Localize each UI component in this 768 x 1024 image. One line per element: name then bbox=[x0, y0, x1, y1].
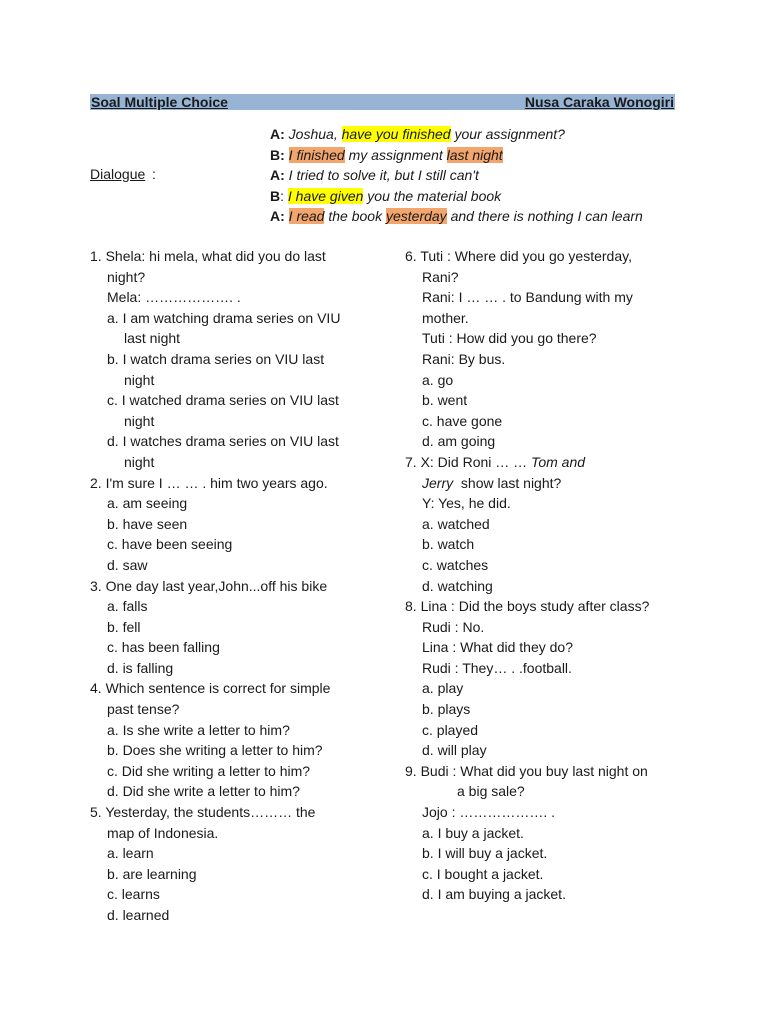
answer-option: c. learns bbox=[107, 886, 160, 903]
highlight: yesterday bbox=[385, 208, 447, 225]
answer-option: c. Did she writing a letter to him? bbox=[107, 762, 311, 779]
question-text: Rani: I … … . to Bandung with my bbox=[422, 289, 633, 306]
question-text: Y: Yes, he did. bbox=[422, 495, 511, 512]
speaker: B: bbox=[270, 146, 285, 163]
question-text: map of Indonesia. bbox=[107, 824, 219, 841]
answer-option: a. go bbox=[422, 371, 454, 388]
question-text: Tuti : How did you go there? bbox=[422, 330, 597, 347]
answer-option: a. Is she write a letter to him? bbox=[107, 721, 290, 738]
answer-option: a. am seeing bbox=[107, 495, 188, 512]
question-4: 4. Which sentence is correct for simple bbox=[90, 680, 331, 697]
highlight: have you finished bbox=[341, 126, 451, 142]
answer-option: b. I will buy a jacket. bbox=[422, 845, 548, 862]
questions-right-column bbox=[405, 246, 705, 905]
document-title: Soal Multiple Choice bbox=[91, 94, 228, 110]
question-2: 2. I'm sure I … … . him two years ago. bbox=[90, 474, 328, 491]
speaker: B bbox=[270, 187, 281, 204]
answer-option: c. watches bbox=[422, 556, 489, 573]
header-bar bbox=[90, 94, 675, 110]
question-text: a big sale? bbox=[457, 783, 525, 800]
answer-option: b. fell bbox=[107, 618, 141, 635]
speaker: A: bbox=[270, 126, 285, 142]
question-3: 3. One day last year,John...off his bike bbox=[90, 577, 328, 594]
question-5: 5. Yesterday, the students……… the bbox=[90, 804, 316, 821]
question-7: 7. X: Did Roni … … Tom and bbox=[405, 453, 586, 470]
highlight: I have given bbox=[287, 187, 364, 204]
speaker: A: bbox=[270, 167, 285, 184]
answer-option: a. falls bbox=[107, 598, 148, 615]
question-text: Rani? bbox=[422, 268, 459, 285]
dialogue-line: B: I have given you the material book bbox=[270, 187, 502, 204]
question-text: past tense? bbox=[107, 701, 180, 718]
answer-option: c. played bbox=[422, 721, 479, 738]
question-text: Rani: By bus. bbox=[422, 350, 506, 367]
question-text: Rudi : No. bbox=[422, 618, 485, 635]
answer-option-cont: night bbox=[124, 371, 155, 388]
answer-option: d. will play bbox=[422, 742, 487, 759]
answer-option-cont: last night bbox=[124, 330, 181, 347]
question-6: 6. Tuti : Where did you go yesterday, bbox=[405, 248, 632, 264]
answer-option: d. am going bbox=[422, 433, 496, 450]
answer-option: a. I buy a jacket. bbox=[422, 824, 524, 841]
answer-option-cont: night bbox=[124, 412, 155, 429]
question-text: Jerry show last night? bbox=[422, 474, 562, 491]
dialogue-line: A: Joshua, have you finished your assignment? bbox=[270, 126, 565, 142]
answer-option: a. watched bbox=[422, 515, 490, 532]
speaker: A: bbox=[270, 208, 285, 225]
dialogue-label: Dialogue bbox=[90, 166, 146, 182]
question-text: Mela: ………………. . bbox=[107, 289, 241, 306]
highlight: last night bbox=[446, 146, 503, 163]
question-text: mother. bbox=[422, 309, 469, 326]
dialogue-line: A: I read the book yesterday and there is nothing I can learn bbox=[270, 208, 643, 225]
dialogue-line: A: I tried to solve it, but I still can't bbox=[270, 167, 479, 184]
answer-option: b. plays bbox=[422, 701, 471, 718]
answer-option: a. I am watching drama series on VIU bbox=[107, 309, 341, 326]
question-text: Jojo : ………………. . bbox=[422, 804, 556, 821]
highlight: I finished bbox=[288, 146, 345, 163]
dialogue-label-colon: : bbox=[152, 166, 156, 182]
dialogue-line: B: I finished my assignment last night bbox=[270, 146, 503, 163]
dialogue-block bbox=[270, 124, 710, 227]
answer-option: d. learned bbox=[107, 907, 170, 923]
answer-option: a. play bbox=[422, 680, 464, 697]
answer-option: a. learn bbox=[107, 845, 154, 862]
answer-option: c. I bought a jacket. bbox=[422, 865, 544, 882]
answer-option: b. have seen bbox=[107, 515, 188, 532]
answer-option: c. I watched drama series on VIU last bbox=[107, 392, 339, 409]
answer-option-cont: night bbox=[124, 453, 155, 470]
question-text: Lina : What did they do? bbox=[422, 639, 573, 656]
answer-option: b. are learning bbox=[107, 865, 197, 882]
question-text: night? bbox=[107, 268, 146, 285]
answer-option: d. I am buying a jacket. bbox=[422, 886, 566, 903]
question-text: Rudi : They… . .football. bbox=[422, 659, 572, 676]
answer-option: c. have gone bbox=[422, 412, 503, 429]
answer-option: d. is falling bbox=[107, 659, 174, 676]
answer-option: c. have been seeing bbox=[107, 536, 233, 553]
answer-option: b. went bbox=[422, 392, 468, 409]
questions-left-column bbox=[90, 246, 380, 926]
question-9: 9. Budi : What did you buy last night on bbox=[405, 762, 648, 779]
answer-option: b. Does she writing a letter to him? bbox=[107, 742, 323, 759]
answer-option: c. has been falling bbox=[107, 639, 220, 656]
answer-option: d. saw bbox=[107, 556, 148, 573]
question-8: 8. Lina : Did the boys study after class? bbox=[405, 598, 650, 615]
answer-option: d. watching bbox=[422, 577, 493, 594]
answer-option: d. Did she write a letter to him? bbox=[107, 783, 300, 800]
school-name: Nusa Caraka Wonogiri bbox=[524, 94, 674, 110]
highlight: I read bbox=[288, 208, 325, 225]
answer-option: b. I watch drama series on VIU last bbox=[107, 350, 325, 367]
answer-option: b. watch bbox=[422, 536, 475, 553]
question-1: 1. Shela: hi mela, what did you do last bbox=[90, 248, 326, 264]
answer-option: d. I watches drama series on VIU last bbox=[107, 433, 339, 450]
